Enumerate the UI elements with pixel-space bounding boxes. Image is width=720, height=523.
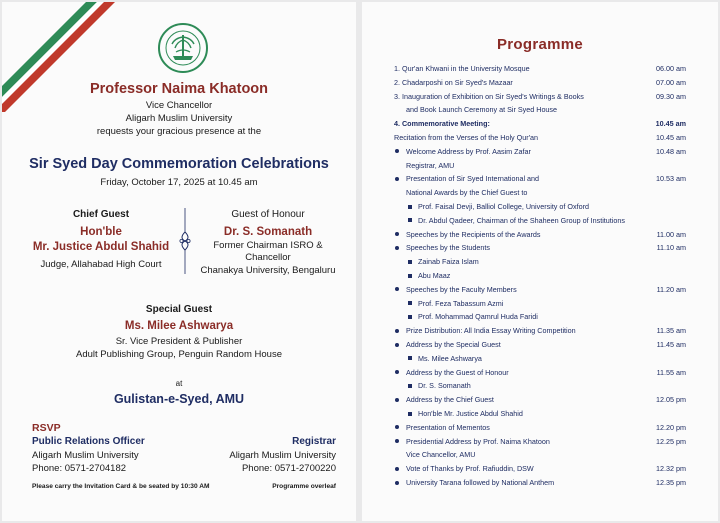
programme-item bbox=[362, 436, 718, 447]
programme-item-text: Speeches by the Students bbox=[406, 243, 490, 253]
programme-item-text: Prof. Mohammad Qamrul Huda Faridi bbox=[418, 312, 538, 322]
bullet-icon bbox=[395, 398, 399, 402]
programme-item bbox=[362, 215, 718, 226]
registrar-phone: Phone: 0571-2700220 bbox=[241, 463, 336, 474]
programme-item-time: 11.00 am bbox=[656, 229, 686, 239]
programme-item bbox=[362, 449, 718, 460]
programme-item-text: Prize Distribution: All India Essay Writing Competition bbox=[406, 326, 576, 336]
pro-org: Aligarh Muslim University bbox=[32, 450, 139, 461]
special-guest-heading: Special Guest bbox=[145, 304, 213, 315]
square-bullet-icon bbox=[408, 274, 412, 278]
host-title: Vice Chancellor bbox=[145, 100, 213, 111]
programme-item-text: Zainab Faiza Islam bbox=[418, 257, 479, 267]
guest-of-honour-line1: Former Chairman ISRO & bbox=[213, 239, 323, 251]
programme-item-text: Vote of Thanks by Prof. Rafiuddin, DSW bbox=[406, 464, 534, 474]
programme-item bbox=[362, 104, 718, 115]
venue: Gulistan-e-Syed, AMU bbox=[113, 392, 245, 406]
invitation-card bbox=[2, 2, 356, 521]
rsvp-label: RSVP bbox=[32, 422, 61, 434]
programme-item-text: Speeches by the Recipients of the Awards bbox=[406, 229, 541, 239]
host-university: Aligarh Muslim University bbox=[125, 113, 233, 124]
bullet-icon bbox=[395, 149, 399, 153]
programme-item-text: National Awards by the Chief Guest to bbox=[406, 188, 528, 198]
programme-item-time: 10.45 am bbox=[655, 119, 686, 129]
programme-item-text: Prof. Faisal Devji, Balliol College, University of Oxford bbox=[418, 202, 589, 211]
programme-item-time: 11.10 am bbox=[656, 243, 686, 253]
programme-item bbox=[362, 339, 718, 350]
programme-item-text: and Book Launch Ceremony at Sir Syed House bbox=[406, 105, 558, 115]
programme-item-time: 12.20 pm bbox=[656, 422, 686, 432]
programme-item-text: University Tarana followed by National Anthem bbox=[406, 478, 555, 487]
square-bullet-icon bbox=[408, 260, 412, 264]
guest-of-honour-block bbox=[194, 209, 342, 277]
programme-item bbox=[362, 353, 718, 364]
programme-item-text: Welcome Address by Prof. Aasim Zafar bbox=[406, 146, 531, 156]
programme-item-text: Speeches by the Faculty Members bbox=[406, 284, 517, 294]
programme-card bbox=[362, 2, 718, 521]
programme-item-text: 4. Commemorative Meeting: bbox=[394, 119, 490, 129]
chief-guest-name: Mr. Justice Abdul Shahid bbox=[32, 240, 170, 253]
chief-guest-heading: Chief Guest bbox=[72, 209, 130, 220]
programme-item bbox=[362, 201, 718, 212]
guest-of-honour-heading: Guest of Honour bbox=[231, 209, 305, 220]
programme-item-text: Address by the Guest of Honour bbox=[406, 367, 509, 377]
programme-item bbox=[362, 325, 718, 336]
bullet-icon bbox=[395, 370, 399, 374]
programme-item-time: 10.53 am bbox=[656, 174, 686, 184]
programme-item bbox=[362, 229, 718, 240]
host-name: Professor Naima Khatoon bbox=[89, 81, 269, 97]
programme-item-text: Dr. S. Somanath bbox=[418, 381, 471, 391]
programme-item-time: 06.00 am bbox=[656, 64, 686, 73]
programme-item-time: 11.35 am bbox=[656, 326, 686, 336]
programme-item-time: 12.35 pm bbox=[656, 478, 686, 487]
event-datetime: Friday, October 17, 2025 at 10.45 am bbox=[100, 177, 258, 188]
event-title: Sir Syed Day Commemoration Celebrations bbox=[29, 156, 329, 172]
special-guest-name: Ms. Milee Ashwarya bbox=[124, 320, 234, 332]
programme-item bbox=[362, 77, 718, 88]
university-emblem-icon bbox=[157, 22, 209, 74]
programme-item bbox=[362, 256, 718, 267]
programme-item-text: Abu Maaz bbox=[418, 271, 451, 280]
programme-item-time: 10.45 am bbox=[656, 133, 686, 142]
programme-item bbox=[362, 270, 718, 281]
guest-of-honour-line2: Chancellor bbox=[245, 252, 291, 263]
programme-item-time: 12.25 pm bbox=[656, 436, 686, 446]
programme-item-text: Prof. Feza Tabassum Azmi bbox=[418, 298, 504, 308]
ornament-divider-icon bbox=[179, 208, 191, 274]
bullet-icon bbox=[395, 343, 399, 347]
request-line: requests your gracious presence at the bbox=[96, 126, 262, 137]
programme-item bbox=[362, 187, 718, 198]
programme-title: Programme bbox=[496, 36, 584, 53]
guest-of-honour-line3: Chanakya University, Bengaluru bbox=[200, 264, 336, 276]
programme-item bbox=[362, 63, 718, 74]
programme-item-text: Address by the Special Guest bbox=[406, 340, 501, 349]
bullet-icon bbox=[395, 232, 399, 236]
programme-item-time: 11.20 am bbox=[656, 284, 686, 294]
programme-item-time: 12.05 pm bbox=[656, 395, 686, 405]
bullet-icon bbox=[395, 287, 399, 291]
programme-item bbox=[362, 408, 718, 419]
programme-item bbox=[362, 380, 718, 391]
programme-item bbox=[362, 132, 718, 143]
special-guest-line2: Adult Publishing Group, Penguin Random House bbox=[76, 349, 282, 360]
programme-item-text: Presentation of Sir Syed International and bbox=[406, 174, 540, 184]
bullet-icon bbox=[395, 425, 399, 429]
chief-guest-block bbox=[26, 209, 176, 271]
programme-item bbox=[362, 118, 718, 129]
chief-guest-honorific: Hon'ble bbox=[80, 225, 122, 238]
programme-item-text: 2. Chadarposhi on Sir Syed's Mazaar bbox=[394, 77, 513, 87]
programme-item bbox=[362, 298, 718, 309]
programme-item-time: 12.32 pm bbox=[656, 464, 686, 474]
bullet-icon bbox=[395, 439, 399, 443]
bullet-icon bbox=[395, 246, 399, 250]
square-bullet-icon bbox=[408, 315, 412, 319]
square-bullet-icon bbox=[408, 384, 412, 388]
programme-item-text: Vice Chancellor, AMU bbox=[406, 450, 476, 460]
programme-item-time: 11.45 am bbox=[656, 340, 686, 349]
pro-phone: Phone: 0571-2704182 bbox=[32, 463, 127, 474]
footer-overleaf: Programme overleaf bbox=[272, 483, 336, 490]
pro-title: Public Relations Officer bbox=[32, 436, 145, 447]
programme-item bbox=[362, 367, 718, 378]
programme-item-text: Presentation of Mementos bbox=[406, 422, 490, 432]
programme-item-time: 11.55 am bbox=[656, 367, 686, 377]
programme-item bbox=[362, 422, 718, 433]
bullet-icon bbox=[395, 329, 399, 333]
programme-item-text: 3. Inauguration of Exhibition on Sir Syed's Writings & Books bbox=[394, 91, 584, 101]
programme-item-time: 07.00 am bbox=[656, 77, 686, 87]
programme-item bbox=[362, 394, 718, 405]
bullet-icon bbox=[395, 177, 399, 181]
programme-item bbox=[362, 284, 718, 295]
programme-item-text: Recitation from the Verses of the Holy Qur'an bbox=[394, 133, 538, 142]
square-bullet-icon bbox=[408, 412, 412, 416]
programme-item-text: Presidential Address by Prof. Naima Khatoon bbox=[406, 436, 550, 446]
registrar-org: Aligarh Muslim University bbox=[229, 450, 336, 461]
programme-item bbox=[362, 477, 718, 488]
guest-of-honour-name: Dr. S. Somanath bbox=[223, 225, 313, 238]
chief-guest-line1: Judge, Allahabad High Court bbox=[40, 258, 162, 270]
programme-item-time: 09.30 am bbox=[656, 91, 686, 101]
programme-item-text: Ms. Milee Ashwarya bbox=[418, 353, 482, 363]
programme-item-text: Hon'ble Mr. Justice Abdul Shahid bbox=[418, 409, 523, 418]
programme-item bbox=[362, 242, 718, 253]
programme-item-text: 1. Qur'an Khwani in the University Mosque bbox=[394, 64, 530, 73]
programme-item bbox=[362, 146, 718, 157]
programme-item-text: Address by the Chief Guest bbox=[406, 395, 494, 405]
programme-item bbox=[362, 160, 718, 171]
bullet-icon bbox=[395, 481, 399, 485]
programme-item-time: 10.48 am bbox=[656, 146, 686, 156]
programme-item-text: Registrar, AMU bbox=[406, 160, 455, 170]
programme-item-text: Dr. Abdul Qadeer, Chairman of the Shaheen Group of Institutions bbox=[418, 215, 625, 225]
programme-item bbox=[362, 311, 718, 322]
square-bullet-icon bbox=[408, 356, 412, 360]
square-bullet-icon bbox=[408, 205, 412, 209]
square-bullet-icon bbox=[408, 218, 412, 222]
special-guest-line1: Sr. Vice President & Publisher bbox=[115, 336, 243, 347]
registrar-title: Registrar bbox=[292, 436, 336, 447]
programme-item bbox=[362, 91, 718, 102]
square-bullet-icon bbox=[408, 301, 412, 305]
at-label: at bbox=[175, 379, 183, 388]
programme-item bbox=[362, 463, 718, 474]
programme-item bbox=[362, 173, 718, 184]
footer-note: Please carry the Invitation Card & be seated by 10:30 AM bbox=[32, 483, 210, 490]
bullet-icon bbox=[395, 467, 399, 471]
